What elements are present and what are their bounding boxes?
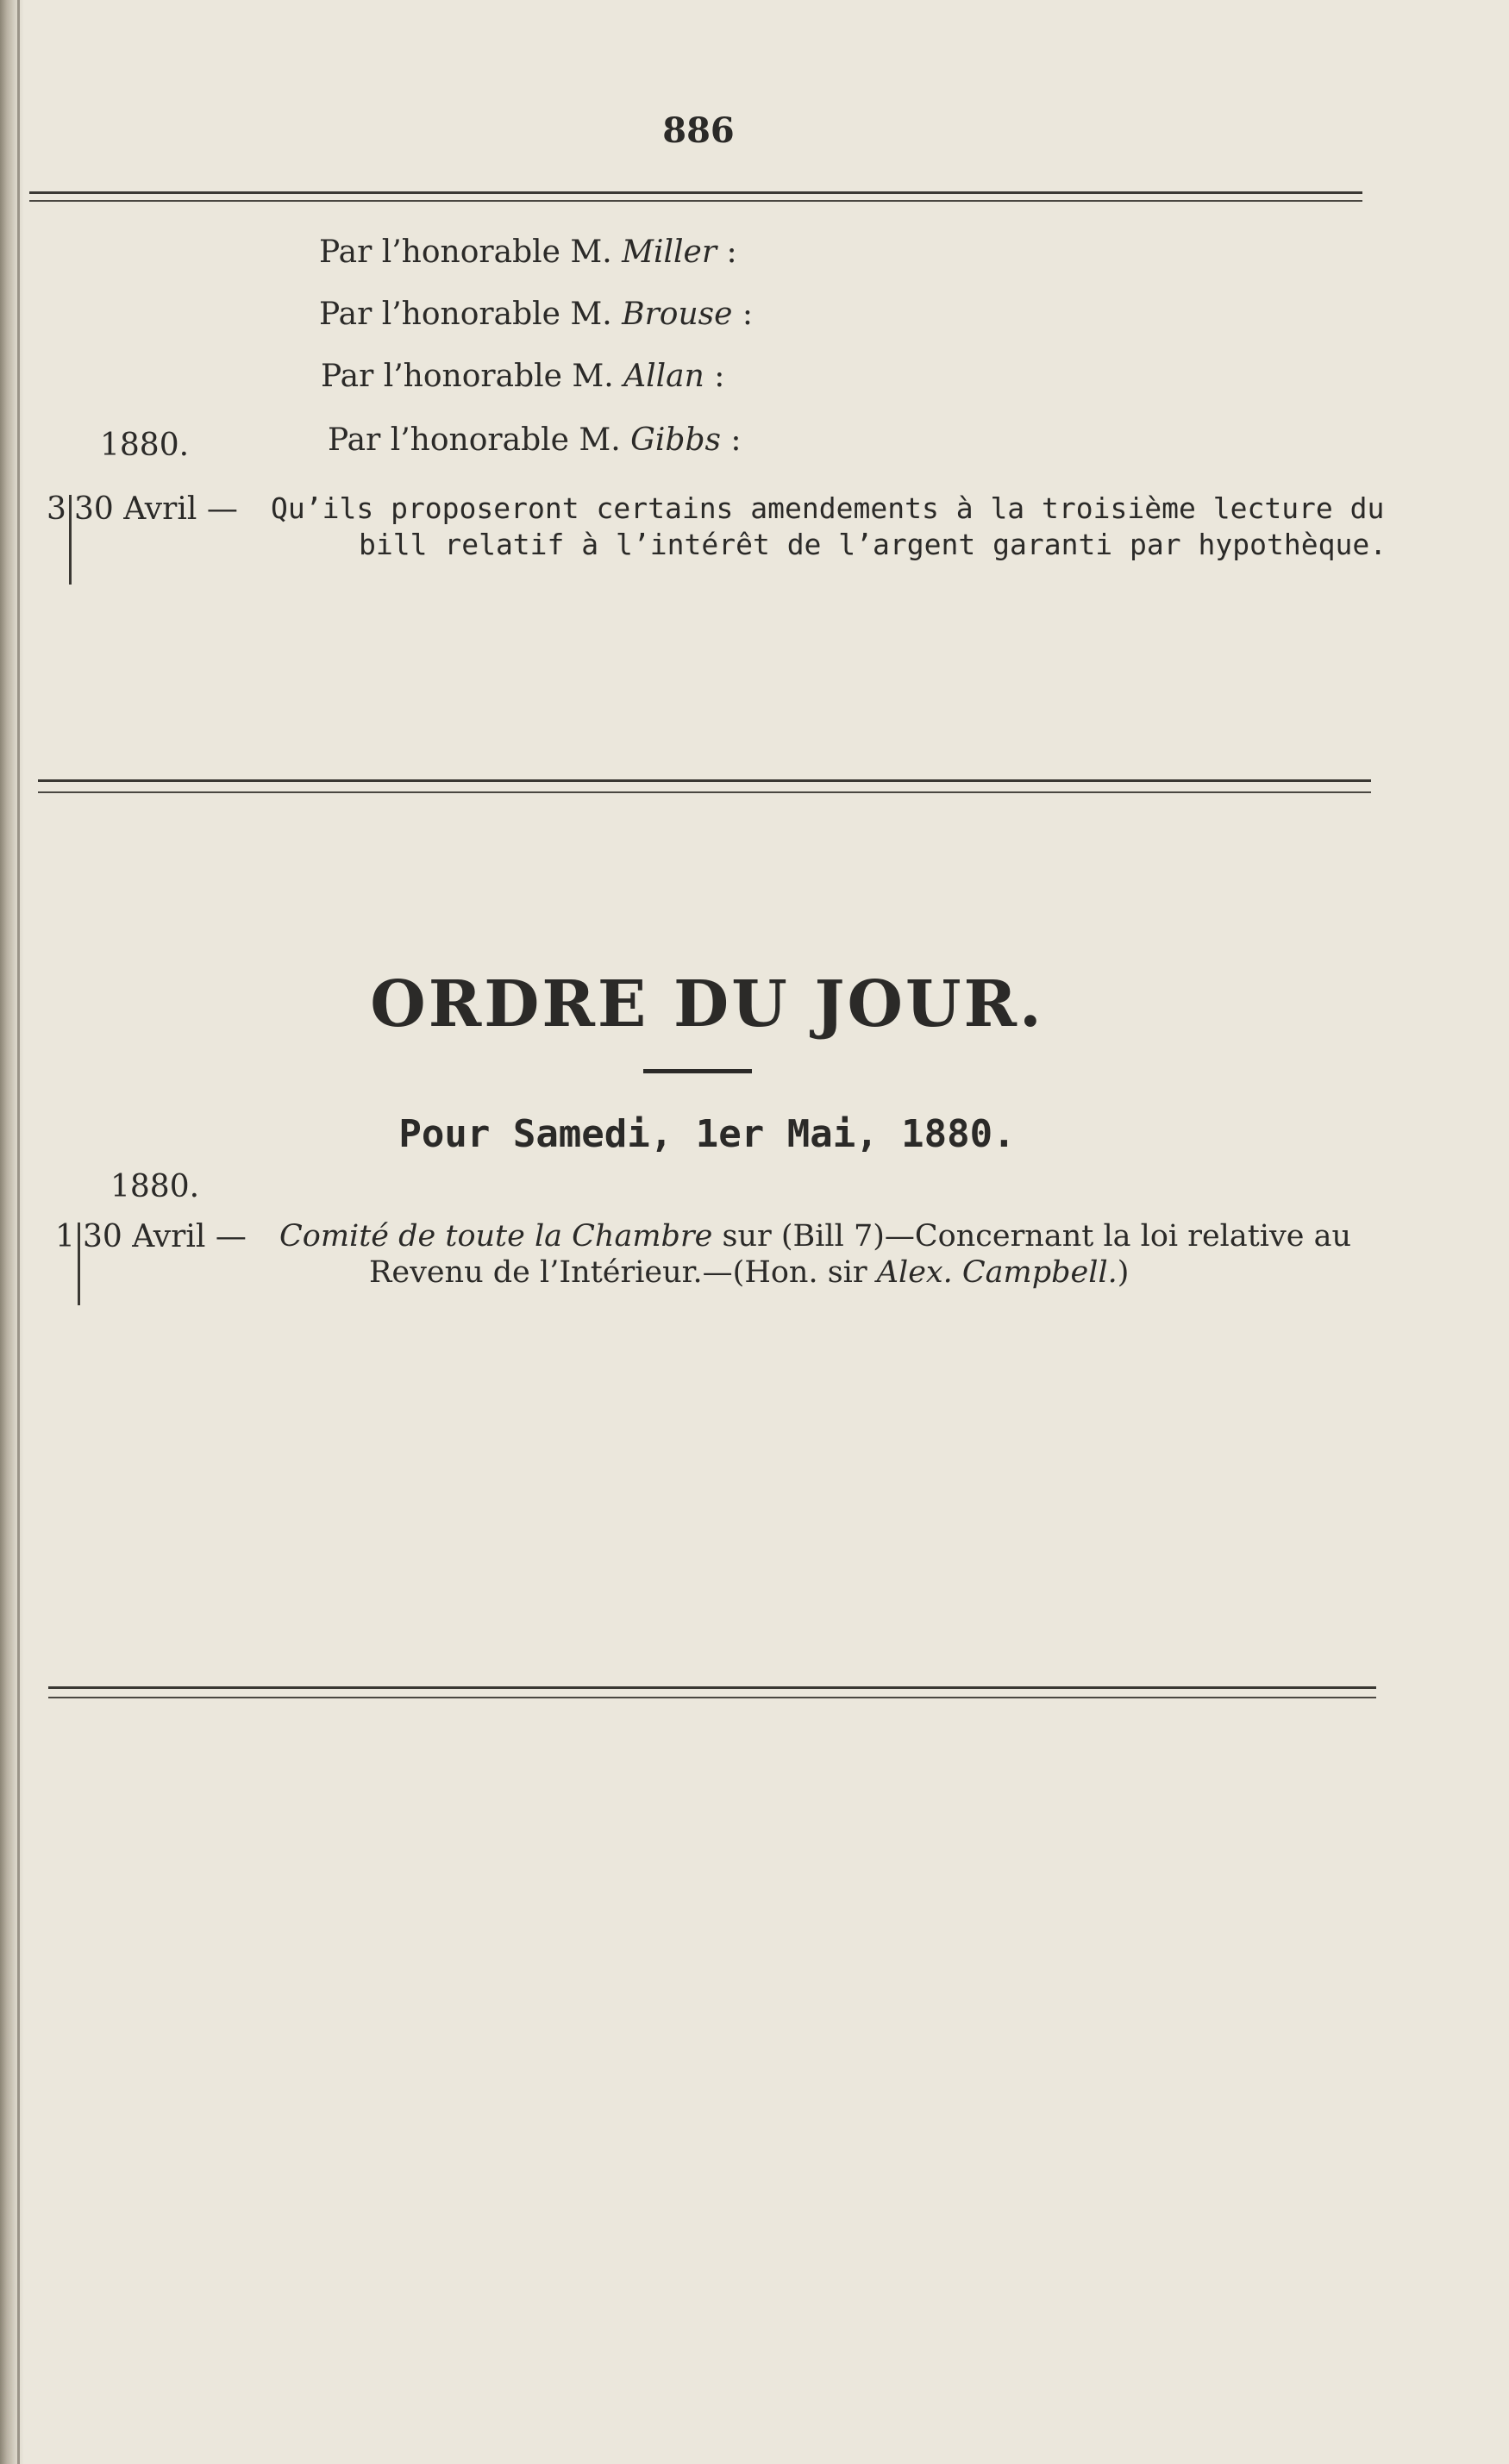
order-date: 30 Avril bbox=[83, 1219, 206, 1254]
mover-line-brouse bbox=[319, 297, 753, 332]
section-rule-top bbox=[38, 779, 1371, 782]
motion-date: 30 Avril bbox=[74, 491, 197, 527]
section-rule-bottom bbox=[38, 791, 1371, 793]
order-dash: — bbox=[215, 1219, 247, 1254]
mover-suffix: : bbox=[720, 422, 742, 458]
committee-name: Comité de toute la Chambre bbox=[279, 1219, 713, 1254]
mover-prefix: Par l’honorable M. bbox=[321, 359, 624, 394]
motion-entry-date bbox=[74, 491, 238, 527]
order-text: sur (Bill 7)—Concernant la loi relative au bbox=[712, 1219, 1351, 1254]
order-text-suffix: ) bbox=[1117, 1255, 1130, 1290]
title-underline bbox=[643, 1069, 752, 1073]
order-entry-bar bbox=[78, 1223, 80, 1305]
mover-line-allan bbox=[321, 359, 724, 394]
order-text-prefix: Revenu de l’Intérieur.—(Hon. sir bbox=[369, 1255, 877, 1290]
mover-name: Brouse bbox=[622, 297, 733, 332]
motion-entry-bar bbox=[69, 495, 72, 585]
footer-rule-top bbox=[48, 1686, 1376, 1689]
motion-text-line-1: Qu’ils proposeront certains amendements à la troisième lecture du bbox=[271, 491, 1385, 525]
page-number: 886 bbox=[662, 110, 735, 151]
footer-rule-bottom bbox=[48, 1697, 1376, 1698]
order-of-day-title: ORDRE DU JOUR. bbox=[370, 967, 1044, 1041]
motion-dash: — bbox=[206, 491, 238, 527]
mover-name: Allan bbox=[623, 359, 704, 394]
binding-line bbox=[17, 0, 20, 2464]
mover-prefix: Par l’honorable M. bbox=[328, 422, 631, 458]
mover-suffix: : bbox=[717, 235, 737, 270]
sponsor-name: Alex. Campbell. bbox=[876, 1255, 1118, 1290]
order-entry-number: 1 bbox=[55, 1219, 75, 1254]
header-rule-top bbox=[29, 191, 1362, 194]
order-of-day-subtitle: Pour Samedi, 1er Mai, 1880. bbox=[398, 1112, 1016, 1156]
header-rule-bottom bbox=[29, 200, 1362, 202]
mover-name: Miller bbox=[622, 235, 717, 270]
mover-prefix: Par l’honorable M. bbox=[319, 297, 623, 332]
page-binding-edge bbox=[0, 0, 24, 2464]
mover-suffix: : bbox=[704, 359, 725, 394]
order-year: 1880. bbox=[110, 1169, 200, 1204]
motion-year: 1880. bbox=[100, 428, 190, 463]
mover-prefix: Par l’honorable M. bbox=[319, 235, 623, 270]
mover-line-gibbs bbox=[328, 422, 742, 458]
order-text-line-2 bbox=[369, 1255, 1129, 1290]
mover-name: Gibbs bbox=[630, 422, 721, 458]
order-entry-date bbox=[83, 1219, 247, 1254]
motion-entry-number: 3 bbox=[47, 491, 66, 527]
mover-suffix: : bbox=[732, 297, 754, 332]
mover-line-miller bbox=[319, 235, 737, 270]
order-text-line-1 bbox=[279, 1219, 1351, 1254]
motion-text-line-2: bill relatif à l’intérêt de l’argent garanti par hypothèque. bbox=[359, 528, 1387, 561]
